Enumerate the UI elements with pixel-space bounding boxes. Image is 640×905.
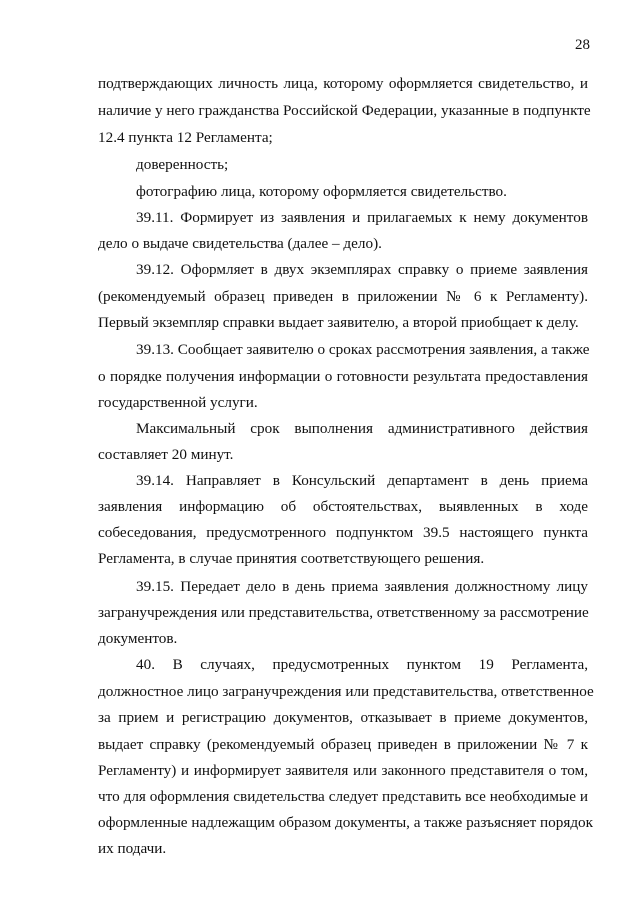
text-line: выдает справку (рекомендуемый образец приведен в приложении № 7 к <box>98 736 588 753</box>
text-line: 39.12. Оформляет в двух экземплярах справку о приеме заявления <box>136 261 588 278</box>
text-line: должностное лицо загранучреждения или представительства, ответственное <box>98 683 594 700</box>
text-line: государственной услуги. <box>98 394 258 411</box>
text-line: загранучреждения или представительства, ответственному за рассмотрение <box>98 604 589 621</box>
text-line: дело о выдаче свидетельства (далее – дело). <box>98 235 382 252</box>
text-line: Регламенту) и информирует заявителя или законного представителя о том, <box>98 762 588 779</box>
text-line: заявления информацию об обстоятельствах, выявленных в ходе <box>98 498 588 515</box>
text-line: за прием и регистрацию документов, отказывает в приеме документов, <box>98 709 588 726</box>
text-line: 39.14. Направляет в Консульский департамент в день приема <box>136 472 588 489</box>
text-line: фотографию лица, которому оформляется свидетельство. <box>136 183 507 200</box>
text-line: составляет 20 минут. <box>98 446 234 463</box>
text-line: 39.15. Передает дело в день приема заявления должностному лицу <box>136 578 588 595</box>
text-line: 39.13. Сообщает заявителю о сроках рассмотрения заявления, а также <box>136 341 590 358</box>
text-line: Первый экземпляр справки выдает заявителю, а второй приобщает к делу. <box>98 314 579 331</box>
text-line: наличие у него гражданства Российской Федерации, указанные в подпункте <box>98 102 591 119</box>
text-line: оформленные надлежащим образом документы, а также разъясняет порядок <box>98 814 594 831</box>
text-line: что для оформления свидетельства следует представить все необходимые и <box>98 788 588 805</box>
text-line: 39.11. Формирует из заявления и прилагаемых к нему документов <box>136 209 588 226</box>
text-line: о порядке получения информации о готовности результата предоставления <box>98 368 588 385</box>
text-line: подтверждающих личность лица, которому оформляется свидетельство, и <box>98 75 588 92</box>
text-line: их подачи. <box>98 840 167 857</box>
text-line: Регламента, в случае принятия соответствующего решения. <box>98 550 485 567</box>
text-line: собеседования, предусмотренного подпунктом 39.5 настоящего пункта <box>98 524 588 541</box>
text-line: документов. <box>98 630 178 647</box>
text-line: (рекомендуемый образец приведен в приложении № 6 к Регламенту). <box>98 288 588 305</box>
text-line: доверенность; <box>136 156 229 173</box>
text-line: 12.4 пункта 12 Регламента; <box>98 129 273 146</box>
text-line: Максимальный срок выполнения административного действия <box>136 420 588 437</box>
text-line: 40. В случаях, предусмотренных пунктом 19 Регламента, <box>136 656 588 673</box>
page-number: 28 <box>575 37 590 53</box>
